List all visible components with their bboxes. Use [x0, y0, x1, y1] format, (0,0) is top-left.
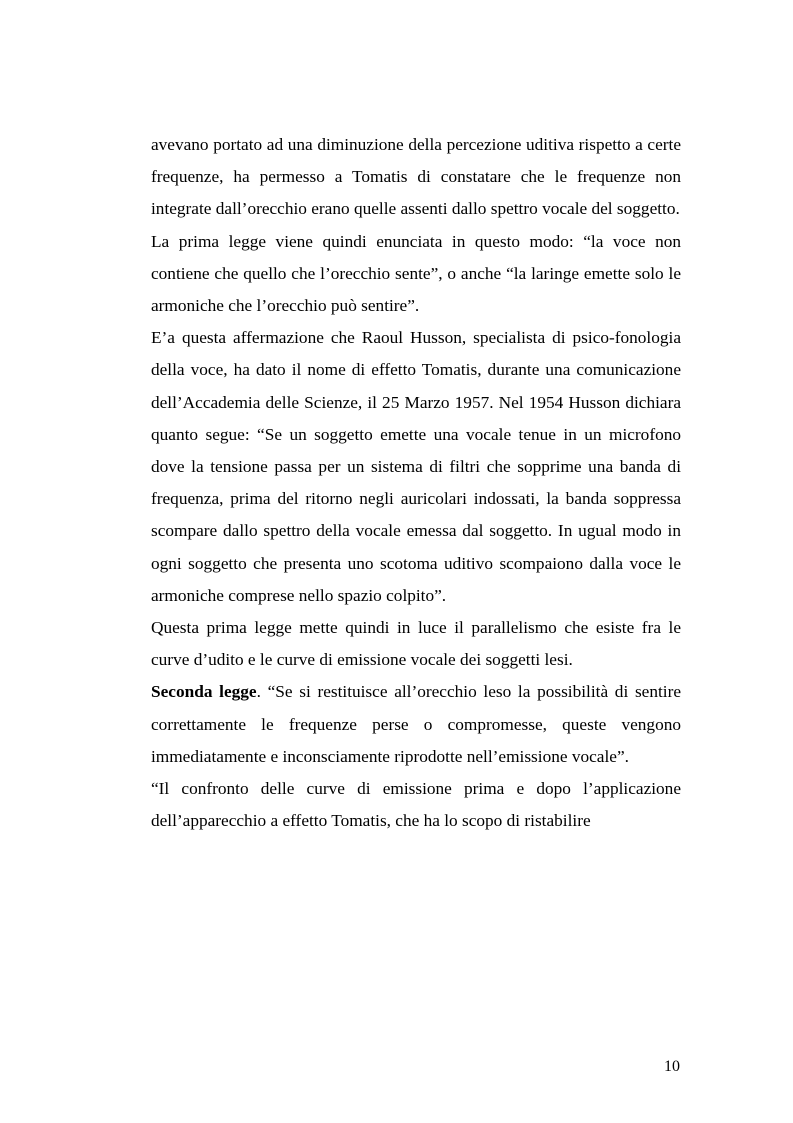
paragraph-4: Questa prima legge mette quindi in luce il parallelismo che esiste fra le curve d’udito e le curve di emissione vocale dei soggetti lesi. [151, 618, 681, 670]
page-number: 10 [664, 1058, 680, 1075]
paragraph-2: La prima legge viene quindi enunciata in questo modo: “la voce non contiene che quello che l’orecchio sente”, o anche “la laringe emette solo le armoniche che l’orecchio può sentire”. [151, 231, 681, 316]
second-law-text: . “Se si restituisce all’orecchio leso la possibilità di sentire correttamente le frequenze perse o compromesse, queste vengono immediatamente e inconsciamente riprodotte nell’emissione vocale”. [151, 682, 682, 766]
paragraph-6: “Il confronto delle curve di emissione prima e dopo l’applicazione dell’apparecchio a effetto Tomatis, che ha lo scopo di ristabilire [151, 779, 681, 831]
paragraph-1: avevano portato ad una diminuzione della percezione uditiva rispetto a certe frequenze, ha permesso a Tomatis di constatare che le frequenze non integrate dall’orecchio erano quelle assenti dallo spettro vocale del soggetto. [151, 135, 681, 219]
paragraph-3: E’a questa affermazione che Raoul Husson, specialista di psico-fonologia della voce, ha dato il nome di effetto Tomatis, durante una comunicazione dell’Accademia delle Scienze, il 25 Marzo 1957. Nel 1954 Husson dichiara quanto segue: “Se un soggetto emette una vocale tenue in un microfono dove la tensione passa per un sistema di filtri che sopprime una banda di frequenza, prima del ritorno negli auricolari indossati, la banda soppressa scompare dallo spettro della vocale emessa dal soggetto. In ugual modo in ogni soggetto che presenta uno scotoma uditivo scompaiono dalla voce le armoniche comprese nello spazio colpito”. [151, 328, 681, 605]
paragraph-5 [151, 676, 681, 773]
second-law-heading: Seconda legge [151, 682, 257, 702]
body-text [151, 129, 681, 837]
